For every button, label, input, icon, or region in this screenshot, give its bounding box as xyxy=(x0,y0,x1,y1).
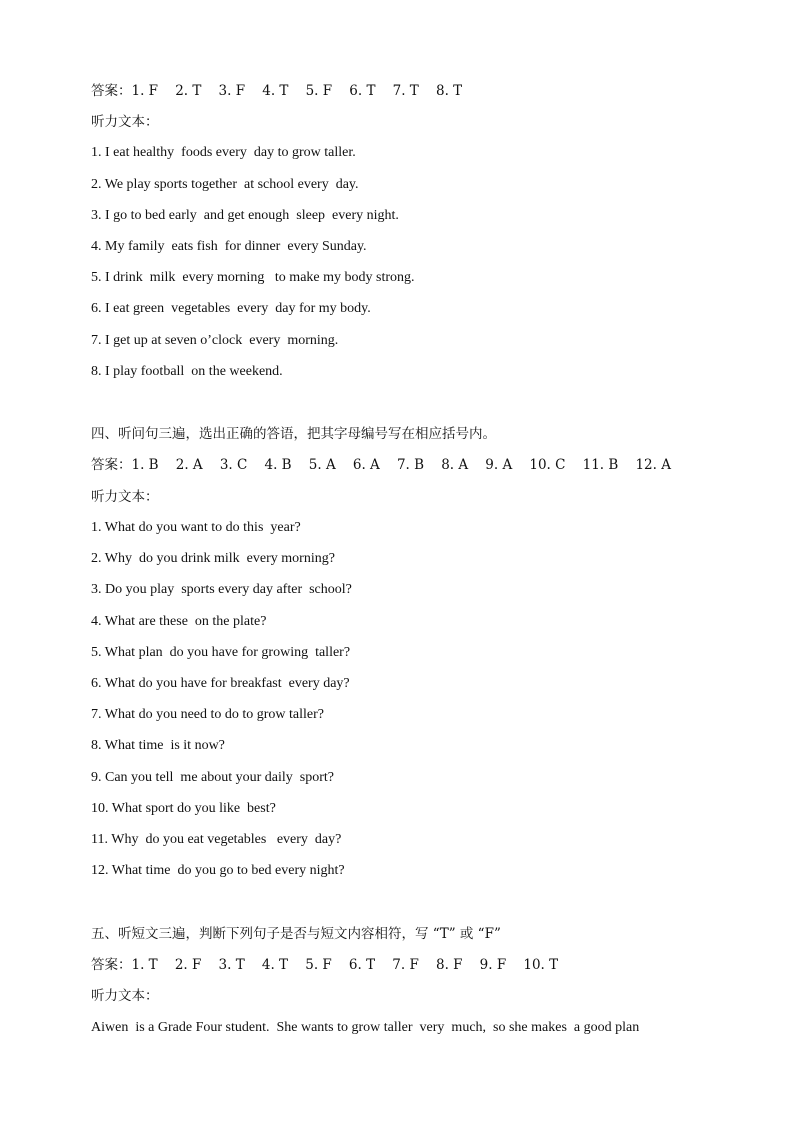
section3-line-5: 5. I drink milk every morning to make my body strong. xyxy=(91,270,415,285)
section4-line-10: 10. What sport do you like best? xyxy=(91,801,276,816)
section4-script-label: 听力文本： xyxy=(91,489,159,505)
section4-line-12: 12. What time do you go to bed every night? xyxy=(91,863,345,878)
section4-line-4: 4. What are these on the plate? xyxy=(91,614,267,629)
section3-answer: 答案：1. F 2. T 3. F 4. T 5. F 6. T 7. T 8. T xyxy=(91,83,463,99)
section4-line-2: 2. Why do you drink milk every morning? xyxy=(91,551,335,566)
section3-line-8: 8. I play football on the weekend. xyxy=(91,364,283,379)
section3-line-3: 3. I go to bed early and get enough sleep every night. xyxy=(91,208,399,223)
section3-line-4: 4. My family eats fish for dinner every Sunday. xyxy=(91,239,367,254)
section3-line-6: 6. I eat green vegetables every day for my body. xyxy=(91,301,371,316)
section4-answer: 答案：1. B 2. A 3. C 4. B 5. A 6. A 7. B 8. A 9. A 10. C 11. B 12. A xyxy=(91,457,671,473)
section3-line-2: 2. We play sports together at school every day. xyxy=(91,177,359,192)
section4-line-6: 6. What do you have for breakfast every day? xyxy=(91,676,350,691)
section5-script-label: 听力文本： xyxy=(91,988,159,1004)
section5-passage: Aiwen is a Grade Four student. She wants to grow taller very much, so she makes a good plan xyxy=(91,1020,640,1035)
section4-line-11: 11. Why do you eat vegetables every day? xyxy=(91,832,342,847)
section3-line-7: 7. I get up at seven o’clock every morning. xyxy=(91,333,339,348)
section4-line-1: 1. What do you want to do this year? xyxy=(91,520,301,535)
section4-line-5: 5. What plan do you have for growing taller? xyxy=(91,645,351,660)
section4-line-8: 8. What time is it now? xyxy=(91,738,225,753)
section3-line-1: 1. I eat healthy foods every day to grow taller. xyxy=(91,145,356,160)
section5-heading: 五、听短文三遍，判断下列句子是否与短文内容相符，写 “T” 或 “F” xyxy=(91,926,501,942)
section3-script-label: 听力文本： xyxy=(91,114,159,130)
section4-heading: 四、听问句三遍，选出正确的答语，把其字母编号写在相应括号内。 xyxy=(91,426,496,442)
section4-line-3: 3. Do you play sports every day after school? xyxy=(91,582,352,597)
section4-line-9: 9. Can you tell me about your daily sport? xyxy=(91,770,335,785)
section4-line-7: 7. What do you need to do to grow taller? xyxy=(91,707,325,722)
section5-answer: 答案：1. T 2. F 3. T 4. T 5. F 6. T 7. F 8. F 9. F 10. T xyxy=(91,957,559,973)
